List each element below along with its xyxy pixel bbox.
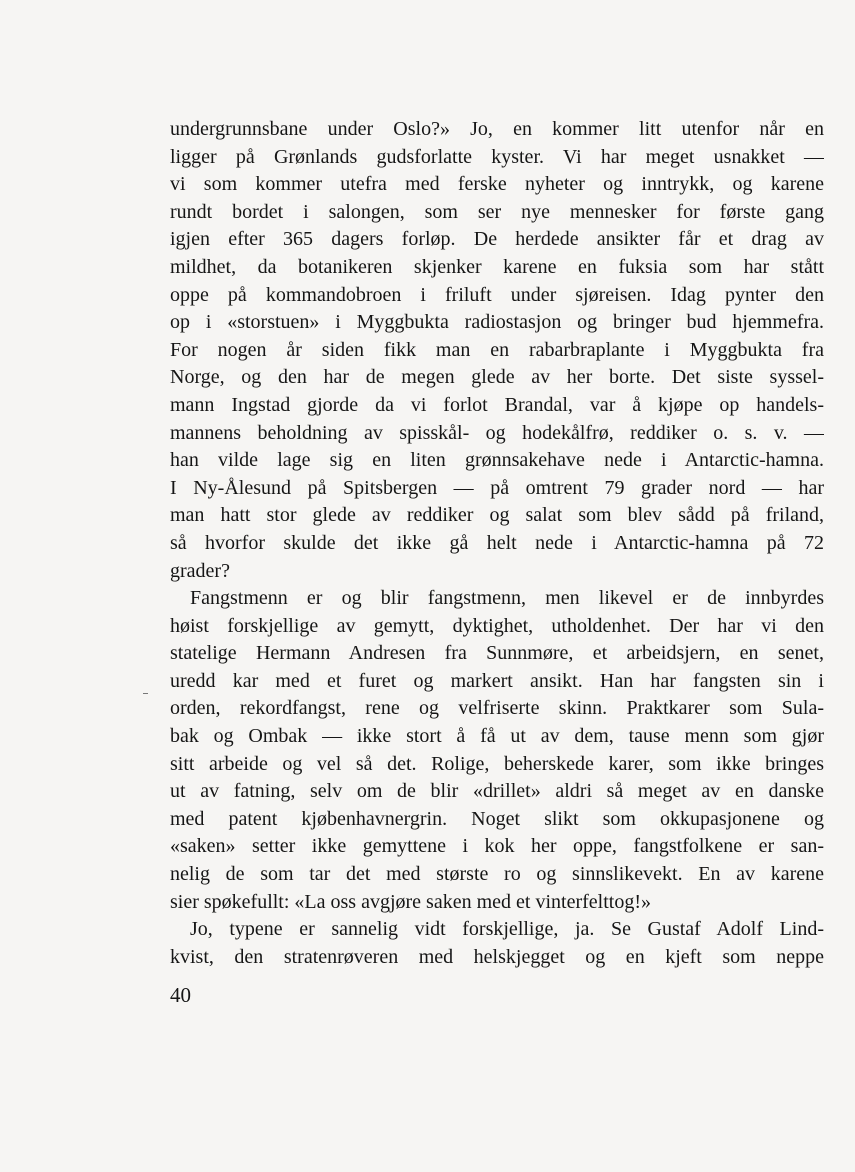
- text-line: ligger på Grønlands gudsforlatte kyster. Vi har meget usnakket —: [170, 145, 824, 168]
- text-line: mildhet, da botanikeren skjenker karene en fuksia som har stått: [170, 255, 824, 278]
- text-line: ut av fatning, selv om de blir «drillet» aldri så meget av en danske: [170, 780, 824, 803]
- text-line: oppe på kommandobroen i friluft under sjøreisen. Idag pynter den: [170, 283, 824, 306]
- page-number: 40: [170, 983, 191, 1007]
- text-line: sitt arbeide og vel så det. Rolige, beherskede karer, som ikke bringes: [170, 752, 824, 775]
- text-line: For nogen år siden fikk man en rabarbraplante i Myggbukta fra: [170, 338, 824, 361]
- text-line: høist forskjellige av gemytt, dyktighet, utholdenhet. Der har vi den: [170, 614, 824, 637]
- body-text: [170, 116, 824, 971]
- text-line: statelige Hermann Andresen fra Sunnmøre, et arbeidsjern, en senet,: [170, 642, 824, 665]
- text-line: han vilde lage sig en liten grønnsakehave nede i Antarctic-hamna.: [170, 449, 824, 472]
- paragraph-end-line: grader?: [170, 559, 230, 582]
- text-line: mannens beholdning av spisskål- og hodekålfrø, reddiker o. s. v. —: [170, 421, 824, 444]
- text-line: man hatt stor glede av reddiker og salat som blev sådd på friland,: [170, 504, 824, 527]
- text-line: uredd kar med et furet og markert ansikt. Han har fangsten sin i: [170, 669, 824, 692]
- text-line: rundt bordet i salongen, som ser nye mennesker for første gang: [170, 200, 824, 223]
- text-line: I Ny-Ålesund på Spitsbergen — på omtrent 79 grader nord — har: [170, 476, 824, 499]
- paragraph-start-line: Jo, typene er sannelig vidt forskjellige, ja. Se Gustaf Adolf Lind-: [190, 918, 824, 941]
- text-line: med patent kjøbenhavnergrin. Noget slikt som okkupasjonene og: [170, 807, 824, 830]
- text-line: orden, rekordfangst, rene og velfriserte skinn. Praktkarer som Sula-: [170, 697, 824, 720]
- text-line: mann Ingstad gjorde da vi forlot Brandal, var å kjøpe op handels-: [170, 393, 824, 416]
- text-line: nelig de som tar det med største ro og sinnslikevekt. En av karene: [170, 863, 824, 886]
- margin-mark: [143, 693, 148, 694]
- text-line: Norge, og den har de megen glede av her borte. Det siste syssel-: [170, 366, 824, 389]
- text-line: undergrunnsbane under Oslo?» Jo, en kommer litt utenfor når en: [170, 118, 824, 140]
- text-line: op i «storstuen» i Myggbukta radiostasjon og bringer bud hjemmefra.: [170, 311, 824, 334]
- text-line: vi som kommer utefra med ferske nyheter og inntrykk, og karene: [170, 173, 824, 196]
- paragraph-start-line: Fangstmenn er og blir fangstmenn, men likevel er de innbyrdes: [190, 587, 824, 610]
- text-line: så hvorfor skulde det ikke gå helt nede i Antarctic-hamna på 72: [170, 531, 824, 554]
- text-line: kvist, den stratenrøveren med helskjegget og en kjeft som neppe: [170, 945, 824, 968]
- paragraph-end-line: sier spøkefullt: «La oss avgjøre saken med et vinterfelttog!»: [170, 890, 651, 913]
- text-line: bak og Ombak — ikke stort å få ut av dem, tause menn som gjør: [170, 725, 824, 748]
- text-line: «saken» setter ikke gemyttene i kok her oppe, fangstfolkene er san-: [170, 835, 824, 858]
- text-line: igjen efter 365 dagers forløp. De herdede ansikter får et drag av: [170, 228, 824, 251]
